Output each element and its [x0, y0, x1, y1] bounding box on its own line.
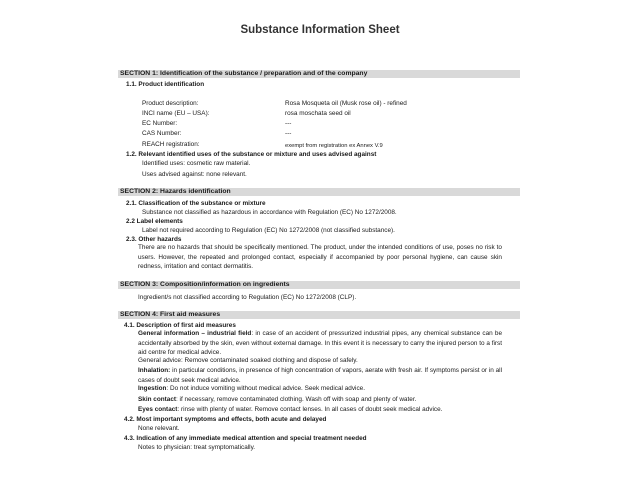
- subsection-1-2-heading: 1.2. Relevant identified uses of the substance or mixture and uses advised against: [126, 151, 377, 158]
- row-value: ---: [285, 120, 292, 127]
- subsection-4-2-heading: 4.2. Most important symptoms and effects, both acute and delayed: [124, 416, 327, 423]
- ingestion-text: : Do not induce vomiting without medical advice. Seek medical advice.: [166, 385, 365, 392]
- eyes-contact-paragraph: [138, 406, 442, 414]
- subsection-2-3-heading: 2.3. Other hazards: [126, 236, 182, 243]
- row-label: Product description:: [142, 100, 199, 107]
- subsection-4-3-text: Notes to physician: treat symptomatically.: [138, 444, 256, 451]
- row-label: REACH registration:: [142, 141, 200, 148]
- subsection-4-3-heading: 4.3. Indication of any immediate medical attention and special treatment needed: [124, 435, 367, 442]
- section-3-header: SECTION 3: Composition/information on ingredients: [118, 281, 520, 289]
- row-label: CAS Number:: [142, 130, 182, 137]
- general-information-paragraph: [138, 329, 502, 358]
- subsection-2-3-text: There are no hazards that should be specifically mentioned. The product, under the intended conditions of use, poses no risk to users. However, the repeated and prolonged contact, especially if accompanied by poor personal hygiene, can cause skin redness, irritation and contact dermatitis.: [138, 244, 502, 270]
- subsection-1-1-heading: 1.1. Product identification: [126, 81, 205, 88]
- skin-contact-text: : if necessary, remove contaminated clothing. Wash off with soap and plenty of water.: [176, 396, 417, 403]
- subsection-4-2-text: None relevant.: [138, 425, 180, 432]
- page-title: Substance Information Sheet: [240, 24, 400, 36]
- row-value: exempt from registration ex Annex V.9: [285, 143, 383, 149]
- section-2-header: SECTION 2: Hazards identification: [118, 188, 520, 196]
- subsection-2-2-heading: 2.2 Label elements: [126, 218, 183, 225]
- row-value: rosa moschata seed oil: [285, 110, 351, 117]
- skin-contact-paragraph: [138, 396, 416, 404]
- uses-advised-against-text: Uses advised against: none relevant.: [142, 171, 247, 178]
- section-3-text: Ingredient/s not classified according to Regulation (EC) No 1272/2008 (CLP).: [138, 294, 357, 301]
- general-information-label: General information – industrial field: [138, 330, 252, 337]
- row-value: ---: [285, 130, 292, 137]
- eyes-contact-label: Eyes contact: [138, 406, 178, 413]
- ingestion-label: Ingestion: [138, 385, 167, 392]
- section-1-header: SECTION 1: Identification of the substance / preparation and of the company: [118, 70, 520, 78]
- row-value: Rosa Mosqueta oil (Musk rose oil) - refined: [285, 100, 407, 107]
- subsection-2-1-text: Substance not classified as hazardous in accordance with Regulation (EC) No 1272/2008.: [142, 209, 397, 216]
- general-information-text: : in case of an accident of pressurized industrial pipes, any chemical substance can be accidentally absorbed by the skin, even without external damage. In this event it is necessary to carry the injured person to a first aid centre for medical advice.: [138, 330, 503, 356]
- inhalation-label: Inhalation:: [138, 367, 171, 374]
- inhalation-text: in particular conditions, in presence of high concentration of vapors, aerate with fresh air. If symptoms persist or in all cases of doubt seek medical advice.: [138, 367, 502, 384]
- section-4-header: SECTION 4: First aid measures: [118, 311, 520, 319]
- row-label: INCI name (EU – USA):: [142, 110, 210, 117]
- eyes-contact-text: : rinse with plenty of water. Remove contact lenses. In all cases of doubt seek medical advice.: [177, 406, 443, 413]
- row-label: EC Number:: [142, 120, 178, 127]
- subsection-4-1-heading: 4.1. Description of first aid measures: [124, 322, 236, 329]
- identified-uses-text: Identified uses: cosmetic raw material.: [142, 160, 251, 167]
- general-advice-text: General advice: Remove contaminated soaked clothing and dispose of safely.: [138, 357, 358, 364]
- inhalation-paragraph: [138, 366, 502, 385]
- subsection-2-2-text: Label not required according to Regulation (EC) No 1272/2008 (not classified substance).: [142, 227, 395, 234]
- subsection-2-1-heading: 2.1. Classification of the substance or mixture: [126, 200, 266, 207]
- ingestion-paragraph: [138, 385, 365, 393]
- skin-contact-label: Skin contact: [138, 396, 176, 403]
